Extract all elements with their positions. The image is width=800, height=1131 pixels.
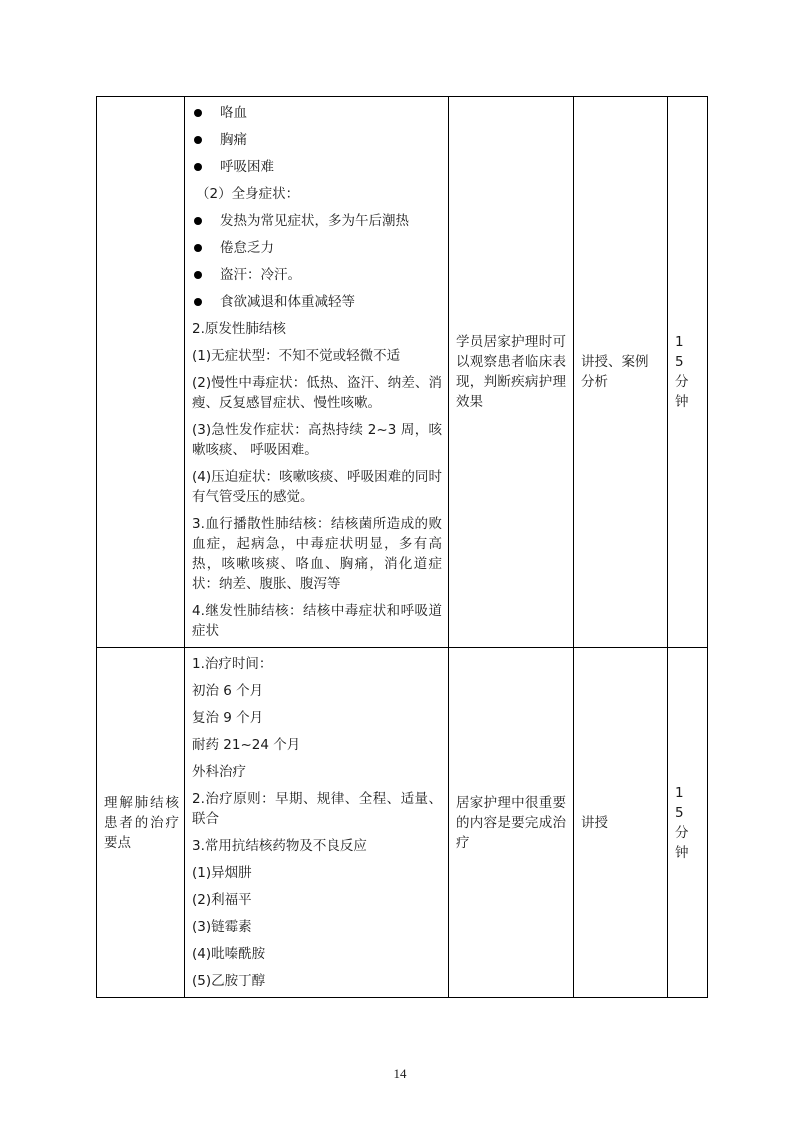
goal-text: 学员居家护理时可以观察患者临床表现，判断疾病护理效果: [456, 334, 566, 410]
goal-text: 居家护理中很重要的内容是要完成治疗: [456, 794, 566, 851]
bullet-item: [192, 211, 442, 231]
table-row: [97, 97, 708, 648]
content-line: (1)异烟肼: [192, 865, 252, 881]
content-cell: [185, 97, 449, 648]
content-line: 复治 9 个月: [192, 710, 264, 726]
bullet-text: 胸痛: [220, 132, 247, 148]
bullet-dot-icon: [194, 298, 202, 306]
content-line: 3.血行播散性肺结核：结核菌所造成的败血症，起病急，中毒症状明显，多有高热，咳嗽咳痰、咯血、胸痛，消化道症状：纳差、腹胀、腹泻等: [192, 516, 442, 592]
table-row: [97, 648, 708, 998]
content-line: 外科治疗: [192, 764, 246, 780]
content-line: 1.治疗时间：: [192, 656, 273, 672]
bullet-text: 盗汗：冷汗。: [220, 267, 301, 283]
bullet-item: [192, 265, 442, 285]
bullet-dot-icon: [194, 244, 202, 252]
bullet-item: [192, 157, 442, 177]
bullet-dot-icon: [194, 109, 202, 117]
content-cell: [185, 648, 449, 998]
content-line: 2.治疗原则：早期、规律、全程、适量、联合: [192, 791, 442, 827]
topic-text: 理解肺结核患者的治疗要点: [104, 794, 179, 851]
content-line: 耐药 21~24 个月: [192, 737, 301, 753]
content-line: (5)乙胺丁醇: [192, 973, 266, 989]
content-line: (2)利福平: [192, 892, 252, 908]
content-line: 3.常用抗结核药物及不良反应: [192, 838, 367, 854]
method-text: 讲授、案例分析: [581, 354, 649, 390]
content-line: (2)慢性中毒症状：低热、盗汗、纳差、消瘦、反复感冒症状、慢性咳嗽。: [192, 375, 442, 411]
topic-cell: [97, 97, 185, 648]
content-list: [185, 648, 448, 997]
bullet-text: 咯血: [220, 105, 247, 121]
bullet-item: [192, 238, 442, 258]
bullet-text: 食欲减退和体重减轻等: [220, 294, 355, 310]
bullet-item: [192, 130, 442, 150]
goal-cell: [449, 648, 574, 998]
topic-cell: [97, 648, 185, 998]
bullet-text: 发热为常见症状，多为午后潮热: [220, 213, 409, 229]
method-text: 讲授: [581, 814, 608, 831]
lesson-plan-table: [96, 96, 708, 998]
time-cell: [668, 97, 708, 648]
time-text: 15分钟: [675, 784, 689, 861]
bullet-text: 倦怠乏力: [220, 240, 274, 256]
method-cell: [574, 97, 668, 648]
bullet-dot-icon: [194, 136, 202, 144]
content-line: (3)链霉素: [192, 919, 252, 935]
page-number: 14: [393, 1066, 407, 1081]
content-list: [185, 97, 448, 647]
bullet-dot-icon: [194, 163, 202, 171]
content-line: 4.继发性肺结核：结核中毒症状和呼吸道症状: [192, 603, 442, 639]
bullet-text: 呼吸困难: [220, 159, 274, 175]
bullet-dot-icon: [194, 217, 202, 225]
bullet-dot-icon: [194, 271, 202, 279]
content-line: (4)压迫症状：咳嗽咳痰、呼吸困难的同时有气管受压的感觉。: [192, 469, 442, 505]
content-line: 初治 6 个月: [192, 683, 264, 699]
section-heading: （2）全身症状：: [196, 186, 300, 202]
content-line: (1)无症状型：不知不觉或轻微不适: [192, 348, 401, 364]
time-cell: [668, 648, 708, 998]
bullet-item: [192, 103, 442, 123]
content-line: 2.原发性肺结核: [192, 321, 286, 337]
content-line: (4)吡嗪酰胺: [192, 946, 266, 962]
bullet-item: [192, 292, 442, 312]
content-line: (3)急性发作症状：高热持续 2~3 周，咳嗽咳痰、 呼吸困难。: [192, 422, 442, 458]
method-cell: [574, 648, 668, 998]
time-text: 15分钟: [675, 334, 689, 410]
goal-cell: [449, 97, 574, 648]
